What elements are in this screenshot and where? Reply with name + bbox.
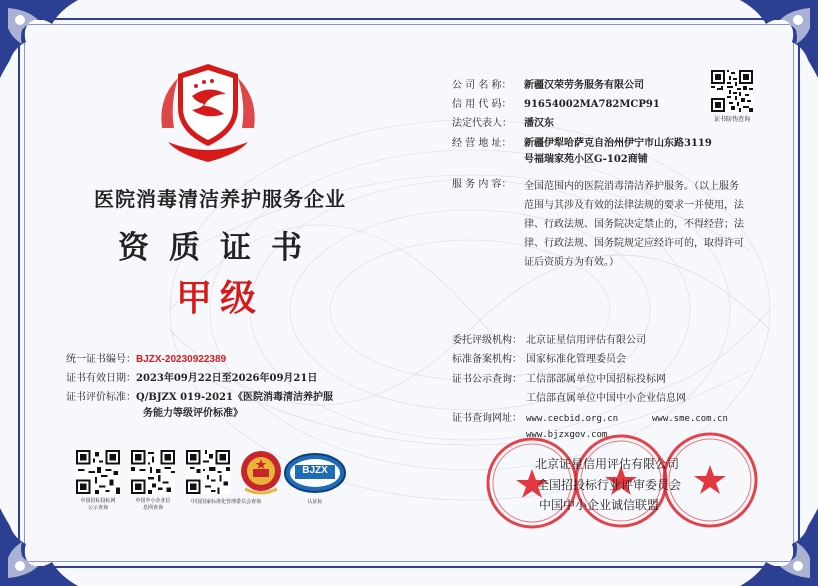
scope-line: 证后资质方为有效。） <box>524 257 619 268</box>
cert-number: BJZX-20230922389 <box>136 354 227 365</box>
validity-row <box>66 371 317 387</box>
address-line2: 号福瑞家苑小区G-102商铺 <box>524 154 648 165</box>
certificate-title: 医院消毒清洁养护服务企业 <box>94 187 346 211</box>
standard-line1: Q/BJZX 019-2021《医院消毒清洁养护服 <box>136 392 333 403</box>
cert-number-row <box>66 352 226 368</box>
agency: 北京证星信用评估有限公司 <box>526 335 646 346</box>
anti-counterfeit-qr-code[interactable] <box>711 70 753 112</box>
issuer-line-3: 中国中小企业诚信联盟 <box>539 498 660 512</box>
query-url-2[interactable]: www.sme.com.cn <box>652 414 728 424</box>
scope-line: 律、行政法规、国务院规定应经许可的，取得许可 <box>524 238 744 249</box>
corner-ornament-top-left <box>0 0 78 78</box>
scope-text <box>524 177 744 272</box>
company-name-label: 公 司 名 称： <box>452 80 512 91</box>
scope-label: 服 务 内 容： <box>452 179 512 190</box>
scope-line: 全国范围内的医院消毒清洁养护服务。（以上服务 <box>524 181 739 192</box>
bidding-qr-caption: 中国招标投标网 公示查询 <box>80 498 116 511</box>
cert-number-label: 统一证书编号： <box>66 354 136 365</box>
certificate-logo-emblem <box>148 58 268 168</box>
agency-label: 委托评级机构： <box>452 335 522 346</box>
legal-rep: 潘汉东 <box>524 118 554 129</box>
standard-row <box>66 390 333 406</box>
bidding-site-qr-code[interactable] <box>76 450 120 494</box>
credit-code-row <box>452 97 660 113</box>
public-query-line2: 工信部直属单位中国中小企业信息网 <box>526 393 686 404</box>
validity-label: 证书有效日期： <box>66 373 136 384</box>
company-name-row <box>452 78 644 94</box>
issuer-line-1: 北京证星信用评估有限公司 <box>535 457 680 471</box>
legal-rep-row <box>452 116 554 132</box>
scope-line: 律、行政法规、国务院决定禁止的，不得经营；法 <box>524 219 744 230</box>
national-emblem-icon <box>239 449 283 495</box>
sme-qr-caption: 中国中小企业信 息网查询 <box>135 498 171 511</box>
issuer-line-2: 全国招投标行业评审委员会 <box>537 478 682 492</box>
corner-ornament-bottom-left <box>0 508 78 586</box>
filing-agency: 国家标准化管理委员会 <box>526 354 626 365</box>
query-url-1[interactable]: www.cecbid.org.cn <box>526 414 619 424</box>
public-query-row <box>452 372 666 388</box>
standard-line2: 务能力等级评价标准》 <box>143 408 243 419</box>
legal-rep-label: 法定代表人： <box>452 118 512 129</box>
credit-code-label: 信 用 代 码： <box>452 99 512 110</box>
agency-row <box>452 333 646 349</box>
address-row <box>452 136 712 152</box>
qr-caption: 证书防伪查询 <box>713 117 750 123</box>
credit-code: 91654002MA782MCP91 <box>524 99 660 110</box>
query-url-label: 证书查询网址： <box>452 413 522 424</box>
validity: 2023年09月22日至2026年09月21日 <box>136 373 318 384</box>
query-url-row <box>452 411 618 427</box>
query-url-3[interactable]: www.bjzxgov.com <box>526 430 608 440</box>
sme-site-qr-code[interactable] <box>131 450 175 494</box>
filing-label: 标准备案机构： <box>452 354 522 365</box>
public-query-label: 证书公示查询： <box>452 374 522 385</box>
company-name: 新疆汉荣劳务服务有限公司 <box>524 80 644 91</box>
bjzx-badge-text: BJZX <box>302 465 328 476</box>
address-line1: 新疆伊犁哈萨克自治州伊宁市山东路3119 <box>524 138 712 149</box>
filing-row <box>452 352 626 368</box>
public-query-line1: 工信部部属单位中国招标投标网 <box>526 374 666 385</box>
address-label: 经 营 地 址： <box>452 138 512 149</box>
corner-ornament-top-right <box>740 0 818 78</box>
scope-line: 范围与其涉及有效的法律法规的要求一并使用，法 <box>524 200 744 211</box>
standard-label: 证书评价标准： <box>66 392 136 403</box>
certificate-subtitle: 资质证书 <box>118 230 322 266</box>
certificate-grade: 甲级 <box>175 277 264 319</box>
bjzx-caption: 认证标 <box>307 499 323 505</box>
standards-qr-caption: 中国国家标准化管理委员会查询 <box>190 499 261 505</box>
standards-committee-qr-code[interactable] <box>186 450 230 494</box>
